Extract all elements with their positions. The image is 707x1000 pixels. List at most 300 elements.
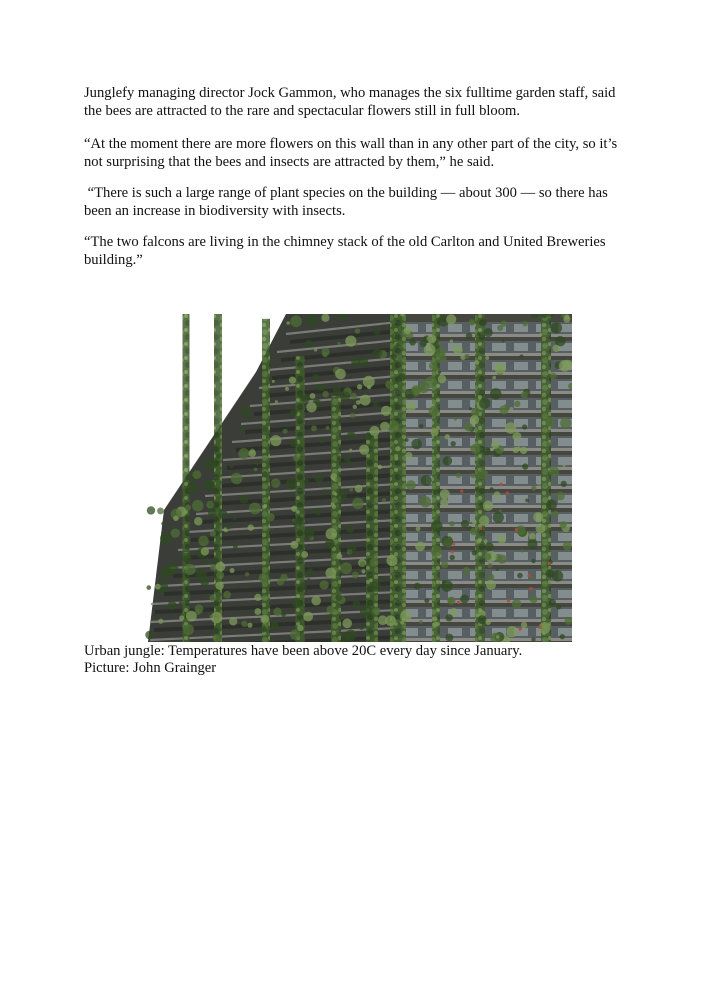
leaf-cluster <box>230 568 235 573</box>
leaf-cluster <box>328 614 333 619</box>
leaf-cluster <box>322 489 327 494</box>
leaf-cluster <box>260 626 267 633</box>
leaf-cluster <box>438 375 447 384</box>
leaf-cluster <box>230 465 233 468</box>
leaf-cluster <box>356 400 361 405</box>
leaf-cluster <box>315 474 324 483</box>
flower-dot <box>506 491 509 494</box>
article-paragraph <box>84 84 624 120</box>
leaf-cluster <box>521 392 528 399</box>
leaf-cluster <box>359 445 369 455</box>
leaf-cluster <box>475 487 479 491</box>
leaf-cluster <box>326 528 338 540</box>
plant-column <box>390 314 406 642</box>
leaf-cluster <box>560 417 571 428</box>
leaf-cluster <box>186 611 197 622</box>
leaf-cluster <box>209 615 213 619</box>
leaf-cluster <box>216 562 226 572</box>
leaf-cluster <box>475 360 480 365</box>
window-pane <box>492 476 506 484</box>
leaf-cluster <box>370 581 381 592</box>
leaf-cluster <box>355 328 361 334</box>
leaf-cluster <box>290 316 302 328</box>
leaf-cluster <box>185 504 191 510</box>
leaf-cluster <box>281 612 286 617</box>
leaf-cluster <box>231 473 243 485</box>
leaf-cluster <box>270 435 281 446</box>
leaf-cluster <box>520 549 523 552</box>
leaf-cluster <box>248 524 254 530</box>
leaf-cluster <box>469 407 472 410</box>
leaf-cluster <box>488 563 493 568</box>
leaf-cluster <box>161 522 165 526</box>
leaf-cluster <box>456 473 461 478</box>
leaf-cluster <box>442 580 446 584</box>
window-pane <box>514 514 528 522</box>
leaf-cluster <box>484 539 488 543</box>
leaf-cluster <box>486 620 491 625</box>
leaf-cluster <box>433 616 438 621</box>
leaf-cluster <box>564 314 569 319</box>
leaf-cluster <box>377 465 382 470</box>
leaf-cluster <box>325 426 329 430</box>
leaf-cluster <box>398 373 406 381</box>
leaf-cluster <box>325 539 335 549</box>
leaf-cluster <box>406 402 416 412</box>
flower-dot <box>519 627 522 630</box>
leaf-cluster <box>359 357 369 367</box>
leaf-cluster <box>550 373 557 380</box>
window-pane <box>514 476 528 484</box>
leaf-cluster <box>290 439 298 447</box>
window-pane <box>492 381 506 389</box>
leaf-cluster <box>249 502 261 514</box>
leaf-cluster <box>553 481 556 484</box>
leaf-cluster <box>560 521 567 528</box>
photo-credit: Picture: John Grainger <box>84 660 217 676</box>
leaf-cluster <box>533 512 543 522</box>
leaf-cluster <box>403 529 407 533</box>
leaf-cluster <box>529 533 536 540</box>
leaf-cluster <box>325 567 336 578</box>
leaf-cluster <box>270 621 278 629</box>
leaf-cluster <box>313 374 320 381</box>
leaf-cluster <box>289 377 296 384</box>
leaf-cluster <box>370 558 379 567</box>
leaf-cluster <box>522 463 528 469</box>
leaf-cluster <box>304 479 309 484</box>
leaf-cluster <box>381 406 391 416</box>
leaf-cluster <box>441 561 448 568</box>
plant-column <box>262 319 270 642</box>
leaf-cluster <box>380 422 390 432</box>
leaf-cluster <box>497 325 503 331</box>
window-pane <box>404 590 418 598</box>
leaf-cluster <box>359 626 363 630</box>
leaf-cluster <box>445 434 450 439</box>
window-pane <box>404 514 418 522</box>
leaf-cluster <box>494 491 501 498</box>
leaf-cluster <box>240 426 245 431</box>
window-pane <box>558 438 572 446</box>
paragraph-line: the bees are attracted to the rare and spectacular flowers still in full bloom. <box>84 103 521 119</box>
leaf-cluster <box>319 580 328 589</box>
leaf-cluster <box>346 525 354 533</box>
leaf-cluster <box>460 595 469 604</box>
leaf-cluster <box>552 345 559 352</box>
window-pane <box>558 514 572 522</box>
leaf-cluster <box>517 446 521 450</box>
leaf-cluster <box>238 448 249 459</box>
leaf-cluster <box>353 600 361 608</box>
window-pane <box>404 533 418 541</box>
leaf-cluster <box>352 498 364 510</box>
flower-dot <box>457 601 460 604</box>
leaf-cluster <box>332 486 337 491</box>
leaf-cluster <box>336 553 342 559</box>
window-pane <box>558 609 572 617</box>
leaf-cluster <box>243 584 248 589</box>
window-pane <box>404 571 418 579</box>
leaf-cluster <box>454 417 457 420</box>
leaf-cluster <box>562 464 565 467</box>
leaf-cluster <box>361 569 365 573</box>
leaf-cluster <box>484 553 491 560</box>
leaf-cluster <box>374 328 381 335</box>
leaf-cluster <box>431 520 443 532</box>
leaf-cluster <box>536 523 546 533</box>
leaf-cluster <box>433 367 438 372</box>
leaf-cluster <box>293 454 300 461</box>
leaf-cluster <box>496 635 499 638</box>
article-paragraph <box>84 135 624 171</box>
leaf-cluster <box>480 318 487 325</box>
window-pane <box>514 362 528 370</box>
leaf-cluster <box>347 431 355 439</box>
leaf-cluster <box>245 572 249 576</box>
leaf-cluster <box>334 493 337 496</box>
leaf-cluster <box>470 415 479 424</box>
leaf-cluster <box>420 496 431 507</box>
leaf-cluster <box>290 409 297 416</box>
leaf-cluster <box>469 319 476 326</box>
leaf-cluster <box>438 370 442 374</box>
leaf-cluster <box>432 490 437 495</box>
flower-dot <box>451 550 454 553</box>
leaf-cluster <box>203 480 215 492</box>
paragraph-line: building.” <box>84 252 143 268</box>
leaf-cluster <box>429 406 439 416</box>
leaf-cluster <box>198 536 209 547</box>
leaf-cluster <box>445 634 453 642</box>
leaf-cluster <box>427 334 436 343</box>
caption-text: Urban jungle: Temperatures have been above 20C every day since January. <box>84 643 523 659</box>
window-pane <box>514 343 528 351</box>
leaf-cluster <box>509 407 513 411</box>
flower-dot <box>529 587 532 590</box>
window-pane <box>404 362 418 370</box>
leaf-cluster <box>530 595 538 603</box>
window-pane <box>448 590 462 598</box>
leaf-cluster <box>158 619 163 624</box>
leaf-cluster <box>160 532 172 544</box>
leaf-cluster <box>560 634 565 639</box>
leaf-cluster <box>290 629 300 639</box>
leaf-cluster <box>240 495 248 503</box>
leaf-cluster <box>218 509 227 518</box>
leaf-cluster <box>307 578 311 582</box>
plant-column <box>183 314 190 642</box>
flower-dot <box>479 527 482 530</box>
leaf-cluster <box>349 448 352 451</box>
leaf-cluster <box>204 558 210 564</box>
leaf-cluster <box>223 591 231 599</box>
flower-dot <box>515 528 518 531</box>
leaf-cluster <box>464 354 469 359</box>
leaf-cluster <box>254 594 261 601</box>
leaf-cluster <box>411 439 422 450</box>
leaf-cluster <box>241 406 251 416</box>
leaf-cluster <box>192 500 204 512</box>
window-pane <box>514 552 528 560</box>
leaf-cluster <box>404 327 411 334</box>
leaf-cluster <box>475 614 479 618</box>
window-pane <box>404 495 418 503</box>
leaf-cluster <box>350 393 357 400</box>
leaf-cluster <box>304 528 315 539</box>
leaf-cluster <box>346 545 356 555</box>
leaf-cluster <box>272 380 275 383</box>
leaf-cluster <box>246 610 250 614</box>
leaf-cluster <box>245 415 249 419</box>
article-paragraph <box>84 184 624 220</box>
leaf-cluster <box>360 605 372 617</box>
leaf-cluster <box>445 614 452 621</box>
flower-dot <box>452 542 455 545</box>
leaf-cluster <box>259 573 269 583</box>
window-pane <box>448 381 462 389</box>
leaf-cluster <box>369 578 373 582</box>
leaf-cluster <box>310 393 316 399</box>
leaf-cluster <box>206 501 214 509</box>
leaf-cluster <box>487 573 494 580</box>
leaf-cluster <box>443 456 453 466</box>
leaf-cluster <box>391 354 397 360</box>
leaf-cluster <box>363 376 375 388</box>
leaf-cluster <box>321 314 329 322</box>
leaf-cluster <box>306 402 316 412</box>
leaf-cluster <box>350 413 355 418</box>
leaf-cluster <box>522 424 527 429</box>
window-pane <box>492 457 506 465</box>
leaf-cluster <box>195 609 201 615</box>
leaf-cluster <box>416 526 421 531</box>
leaf-cluster <box>335 369 346 380</box>
leaf-cluster <box>211 612 222 623</box>
leaf-cluster <box>247 623 252 628</box>
leaf-cluster <box>447 533 451 537</box>
leaf-cluster <box>210 530 216 536</box>
leaf-cluster <box>553 511 559 517</box>
leaf-cluster <box>382 498 386 502</box>
leaf-cluster <box>388 612 391 615</box>
leaf-cluster <box>280 574 287 581</box>
window-pane <box>448 362 462 370</box>
leaf-cluster <box>538 482 541 485</box>
leaf-cluster <box>226 524 231 529</box>
leaf-cluster <box>215 582 223 590</box>
leaf-cluster <box>405 438 409 442</box>
flower-dot <box>527 574 530 577</box>
leaf-cluster <box>492 376 496 380</box>
leaf-cluster <box>476 539 481 544</box>
leaf-cluster <box>373 348 383 358</box>
leaf-cluster <box>167 563 179 575</box>
leaf-cluster <box>283 429 288 434</box>
leaf-cluster <box>201 547 209 555</box>
leaf-cluster <box>411 385 421 395</box>
leaf-cluster <box>395 446 401 452</box>
paragraph-line: not surprising that the bees and insects are attracted by them,” he said. <box>84 154 495 170</box>
leaf-cluster <box>405 452 412 459</box>
paragraph-line: been an increase in biodiversity with insects. <box>84 203 346 219</box>
plant-column <box>331 396 341 642</box>
leaf-cluster <box>290 541 298 549</box>
leaf-cluster <box>388 420 399 431</box>
window-pane <box>404 628 418 636</box>
leaf-cluster <box>233 544 238 549</box>
leaf-cluster <box>498 535 507 544</box>
window-pane <box>492 343 506 351</box>
plant-column <box>214 314 222 642</box>
leaf-cluster <box>292 598 302 608</box>
leaf-cluster <box>315 508 322 515</box>
building-photo <box>136 314 572 642</box>
leaf-cluster <box>311 425 317 431</box>
window-pane <box>448 495 462 503</box>
leaf-cluster <box>360 561 366 567</box>
leaf-cluster <box>335 476 341 482</box>
window-pane <box>558 590 572 598</box>
window-pane <box>448 324 462 332</box>
leaf-cluster <box>147 506 155 514</box>
leaf-cluster <box>301 394 310 403</box>
leaf-cluster <box>320 439 325 444</box>
leaf-cluster <box>531 559 535 563</box>
window-pane <box>404 552 418 560</box>
leaf-cluster <box>363 391 366 394</box>
leaf-cluster <box>205 459 216 470</box>
leaf-cluster <box>446 314 456 324</box>
leaf-cluster <box>353 405 357 409</box>
leaf-cluster <box>397 356 402 361</box>
leaf-cluster <box>395 334 400 339</box>
leaf-cluster <box>255 461 260 466</box>
leaf-cluster <box>340 562 352 574</box>
leaf-cluster <box>357 384 362 389</box>
flower-dot <box>500 483 503 486</box>
leaf-cluster <box>382 576 386 580</box>
leaf-cluster <box>326 606 334 614</box>
leaf-cluster <box>342 618 352 628</box>
leaf-cluster <box>485 542 494 551</box>
leaf-cluster <box>546 569 555 578</box>
leaf-cluster <box>322 391 329 398</box>
leaf-cluster <box>297 625 303 631</box>
flower-dot <box>548 562 551 565</box>
window-pane <box>514 381 528 389</box>
leaf-cluster <box>386 555 397 566</box>
leaf-cluster <box>440 498 448 506</box>
leaf-cluster <box>331 502 335 506</box>
leaf-cluster <box>522 321 527 326</box>
leaf-cluster <box>267 513 275 521</box>
leaf-cluster <box>254 468 258 472</box>
leaf-cluster <box>561 481 567 487</box>
leaf-cluster <box>486 580 496 590</box>
leaf-cluster <box>466 333 473 340</box>
leaf-cluster <box>450 340 454 344</box>
leaf-cluster <box>263 504 267 508</box>
leaf-cluster <box>519 354 523 358</box>
leaf-cluster <box>146 585 151 590</box>
leaf-cluster <box>209 594 216 601</box>
vertical-garden-building-image <box>136 314 572 642</box>
leaf-cluster <box>183 624 194 635</box>
window-pane <box>514 590 528 598</box>
leaf-cluster <box>275 400 278 403</box>
paragraph-line: “There is such a large range of plant species on the building — about 300 — so there has <box>84 185 608 201</box>
leaf-cluster <box>286 321 290 325</box>
leaf-cluster <box>470 528 477 535</box>
leaf-cluster <box>541 561 548 568</box>
article-paragraph <box>84 233 624 269</box>
paragraph-line: “The two falcons are living in the chimney stack of the old Carlton and United Breweries <box>84 234 606 250</box>
leaf-cluster <box>520 447 527 454</box>
leaf-cluster <box>424 598 429 603</box>
leaf-cluster <box>493 512 504 523</box>
leaf-cluster <box>556 605 561 610</box>
leaf-cluster <box>419 620 423 624</box>
leaf-cluster <box>337 342 340 345</box>
leaf-cluster <box>505 422 517 434</box>
leaf-cluster <box>484 328 493 337</box>
leaf-cluster <box>471 473 476 478</box>
leaf-cluster <box>476 398 480 402</box>
leaf-cluster <box>360 395 371 406</box>
leaf-cluster <box>260 615 269 624</box>
leaf-cluster <box>470 444 480 454</box>
leaf-cluster <box>479 398 490 409</box>
leaf-cluster <box>285 387 289 391</box>
window-pane <box>492 590 506 598</box>
leaf-cluster <box>306 314 318 326</box>
leaf-cluster <box>262 427 268 433</box>
leaf-cluster <box>420 340 427 347</box>
leaf-cluster <box>409 339 416 346</box>
leaf-cluster <box>216 571 224 579</box>
leaf-cluster <box>173 516 179 522</box>
leaf-cluster <box>319 385 325 391</box>
leaf-cluster <box>431 545 442 556</box>
leaf-cluster <box>499 405 508 414</box>
leaf-cluster <box>385 381 393 389</box>
leaf-cluster <box>419 424 423 428</box>
leaf-cluster <box>556 492 565 501</box>
leaf-cluster <box>307 568 314 575</box>
leaf-cluster <box>447 597 455 605</box>
leaf-cluster <box>528 539 538 549</box>
